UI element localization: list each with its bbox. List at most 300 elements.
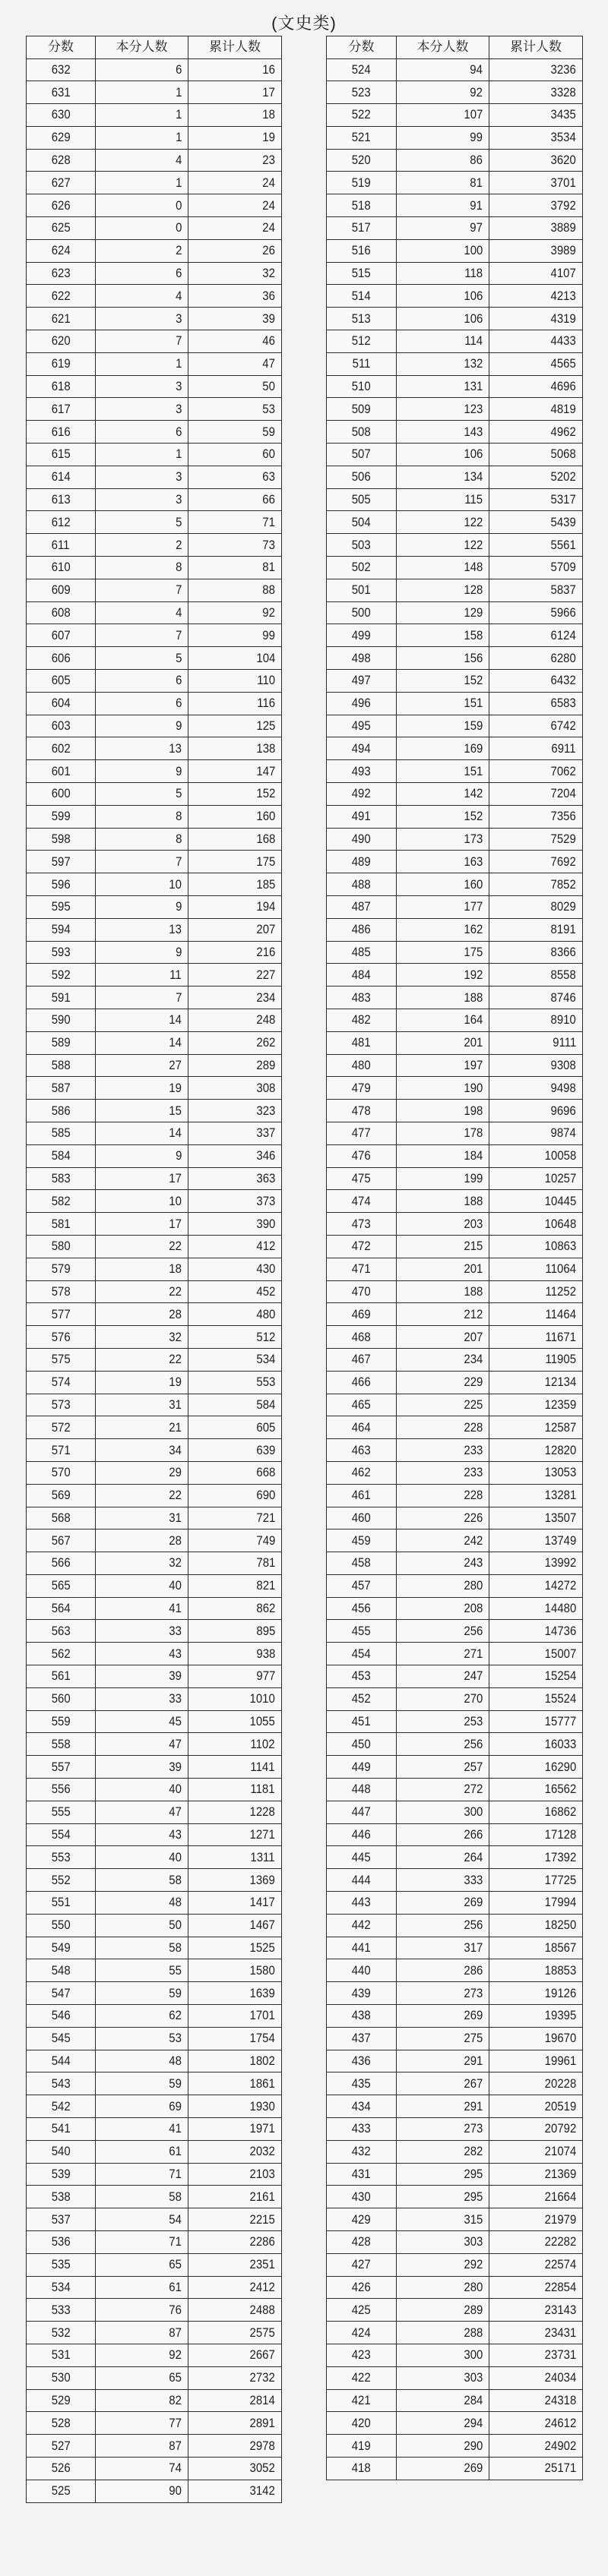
score-cell-value: 437 xyxy=(352,2031,371,2046)
score-cell-value: 543 xyxy=(51,2076,71,2091)
table-row xyxy=(327,1846,583,1869)
count-cell-value: 4 xyxy=(175,153,182,168)
table-row xyxy=(327,2050,583,2072)
count-cell-value: 118 xyxy=(464,266,483,281)
score-cell-value: 594 xyxy=(51,922,71,937)
cumulative-cell xyxy=(188,2050,282,2072)
cumulative-cell xyxy=(489,918,583,941)
score-cell xyxy=(327,941,397,964)
cumulative-cell xyxy=(188,828,282,851)
score-cell-value: 440 xyxy=(352,1962,371,1978)
score-cell-value: 571 xyxy=(51,1442,71,1457)
cumulative-cell-value: 19670 xyxy=(544,2031,576,2046)
cumulative-cell-value: 36 xyxy=(262,288,275,303)
score-cell xyxy=(327,1620,397,1643)
score-cell-value: 626 xyxy=(51,197,71,213)
count-cell xyxy=(96,1687,188,1710)
score-cell-value: 561 xyxy=(51,1668,71,1684)
score-cell-value: 613 xyxy=(51,492,71,507)
cumulative-cell-value: 19126 xyxy=(544,1985,576,2000)
count-cell-value: 5 xyxy=(175,786,182,801)
cumulative-cell xyxy=(489,2163,583,2186)
table-row xyxy=(327,1892,583,1915)
cumulative-cell-value: 2488 xyxy=(249,2302,275,2317)
cumulative-cell xyxy=(188,352,282,375)
cumulative-cell xyxy=(188,466,282,488)
cumulative-cell-value: 5317 xyxy=(550,492,576,507)
count-cell-value: 288 xyxy=(464,2325,483,2340)
cumulative-cell-value: 2667 xyxy=(249,2347,275,2363)
count-cell xyxy=(96,1643,188,1665)
table-row xyxy=(27,239,282,262)
score-cell xyxy=(27,285,96,308)
count-cell-value: 225 xyxy=(464,1397,483,1412)
count-cell-value: 39 xyxy=(169,1759,182,1774)
score-cell xyxy=(27,1756,96,1779)
cumulative-cell xyxy=(489,670,583,693)
cumulative-cell xyxy=(188,262,282,285)
cumulative-cell xyxy=(188,1982,282,2005)
cumulative-cell-value: 1971 xyxy=(249,2121,275,2136)
count-cell-value: 184 xyxy=(464,1148,483,1163)
count-cell xyxy=(397,805,489,828)
score-cell-value: 538 xyxy=(51,2189,71,2204)
cumulative-cell-value: 66 xyxy=(262,492,275,507)
cumulative-cell-value: 1861 xyxy=(249,2076,275,2091)
score-cell-value: 607 xyxy=(51,627,71,642)
cumulative-cell xyxy=(188,557,282,579)
score-cell-value: 503 xyxy=(352,537,371,552)
table-row xyxy=(327,2366,583,2389)
count-cell-value: 292 xyxy=(464,2257,483,2272)
cumulative-cell-value: 11252 xyxy=(545,1283,576,1299)
count-cell xyxy=(96,1846,188,1869)
score-cell-value: 615 xyxy=(51,447,71,462)
cumulative-cell xyxy=(489,2095,583,2118)
cumulative-cell xyxy=(188,58,282,81)
score-cell xyxy=(27,1258,96,1280)
count-cell-value: 129 xyxy=(464,605,483,620)
cumulative-cell-value: 16862 xyxy=(544,1804,576,1820)
count-cell-value: 128 xyxy=(464,582,483,598)
table-row xyxy=(27,1937,282,1959)
table-row xyxy=(27,1416,282,1439)
count-cell-value: 40 xyxy=(169,1849,182,1864)
score-cell xyxy=(27,2231,96,2254)
cumulative-cell-value: 308 xyxy=(256,1080,275,1095)
score-cell-value: 504 xyxy=(352,514,371,529)
cumulative-cell xyxy=(188,873,282,896)
count-cell-value: 122 xyxy=(464,514,483,529)
cumulative-cell xyxy=(489,1100,583,1122)
score-cell-value: 529 xyxy=(51,2392,71,2407)
table-row xyxy=(27,2299,282,2322)
table-row xyxy=(327,851,583,873)
count-cell xyxy=(96,2231,188,2254)
score-cell xyxy=(327,2095,397,2118)
table-row xyxy=(327,126,583,149)
cumulative-cell-value: 2575 xyxy=(249,2325,275,2340)
count-cell xyxy=(397,2322,489,2344)
score-cell-value: 528 xyxy=(51,2415,71,2430)
count-cell xyxy=(397,1801,489,1823)
score-cell-value: 526 xyxy=(51,2461,71,2476)
count-cell xyxy=(397,1552,489,1575)
score-cell-value: 619 xyxy=(51,356,71,371)
count-cell xyxy=(397,308,489,330)
cumulative-cell-value: 17128 xyxy=(544,1827,576,1842)
score-cell xyxy=(327,692,397,715)
score-cell-value: 435 xyxy=(352,2076,371,2091)
table-row xyxy=(327,1507,583,1530)
cumulative-cell-value: 8558 xyxy=(550,967,576,982)
count-cell xyxy=(96,2435,188,2458)
cumulative-cell-value: 14480 xyxy=(544,1601,576,1616)
score-cell xyxy=(27,647,96,670)
count-cell xyxy=(96,239,188,262)
cumulative-cell-value: 1102 xyxy=(250,1736,275,1751)
table-row xyxy=(327,1167,583,1190)
table-row xyxy=(327,1959,583,1982)
score-cell-value: 618 xyxy=(51,379,71,394)
table-row xyxy=(27,1665,282,1688)
score-cell xyxy=(327,670,397,693)
score-cell-value: 525 xyxy=(51,2483,71,2499)
count-cell xyxy=(96,2412,188,2435)
score-cell xyxy=(27,987,96,1009)
count-cell-value: 22 xyxy=(169,1488,182,1503)
count-cell-value: 2 xyxy=(175,243,182,258)
cumulative-cell xyxy=(489,1620,583,1643)
score-cell xyxy=(327,1439,397,1462)
table-row xyxy=(327,1756,583,1779)
score-cell-value: 536 xyxy=(51,2234,71,2249)
count-cell-value: 8 xyxy=(175,809,182,824)
score-cell-value: 461 xyxy=(352,1488,371,1503)
count-cell-value: 87 xyxy=(169,2438,182,2453)
cumulative-cell xyxy=(188,421,282,444)
count-cell xyxy=(397,1937,489,1959)
table-row xyxy=(327,104,583,127)
cumulative-cell-value: 721 xyxy=(256,1510,275,1525)
count-cell-value: 122 xyxy=(464,537,483,552)
cumulative-cell-value: 262 xyxy=(256,1035,275,1050)
score-cell-value: 591 xyxy=(51,990,71,1005)
count-cell xyxy=(96,1031,188,1054)
count-cell xyxy=(96,805,188,828)
count-cell-value: 40 xyxy=(169,1782,182,1797)
count-cell xyxy=(96,1507,188,1530)
count-cell xyxy=(96,2480,188,2502)
count-cell-value: 333 xyxy=(464,1872,483,1887)
score-cell xyxy=(27,1031,96,1054)
count-cell xyxy=(96,873,188,896)
count-cell xyxy=(397,1733,489,1756)
count-cell xyxy=(397,2140,489,2163)
count-cell-value: 134 xyxy=(464,469,483,485)
cumulative-cell xyxy=(188,2412,282,2435)
table-row xyxy=(27,1371,282,1394)
count-cell xyxy=(96,1235,188,1258)
cumulative-cell-value: 3792 xyxy=(550,197,576,213)
score-cell xyxy=(27,1643,96,1665)
cumulative-cell xyxy=(188,1461,282,1484)
score-cell-value: 469 xyxy=(352,1306,371,1321)
table-row xyxy=(327,1348,583,1371)
score-cell xyxy=(27,692,96,715)
score-cell xyxy=(27,421,96,444)
score-cell-value: 523 xyxy=(352,84,371,99)
table-row xyxy=(327,2276,583,2299)
score-cell-value: 476 xyxy=(352,1148,371,1163)
cumulative-cell-value: 5202 xyxy=(550,469,576,485)
count-cell-value: 41 xyxy=(169,2121,182,2136)
score-cell xyxy=(27,217,96,240)
count-cell xyxy=(96,2366,188,2389)
cumulative-cell-value: 4565 xyxy=(550,356,576,371)
cumulative-cell-value: 2103 xyxy=(249,2167,275,2181)
table-row xyxy=(327,624,583,647)
count-cell-value: 59 xyxy=(169,2076,182,2091)
score-cell-value: 521 xyxy=(352,130,371,145)
score-cell-value: 600 xyxy=(51,786,71,801)
score-cell xyxy=(27,918,96,941)
table-row xyxy=(27,624,282,647)
cumulative-cell-value: 12587 xyxy=(544,1419,576,1435)
table-row xyxy=(327,1643,583,1665)
score-cell-value: 549 xyxy=(51,1940,71,1956)
count-cell-value: 92 xyxy=(169,2347,182,2363)
count-cell-value: 14 xyxy=(169,1012,182,1028)
score-cell xyxy=(27,579,96,601)
table-row xyxy=(327,828,583,851)
cumulative-cell xyxy=(188,1710,282,1733)
table-row xyxy=(27,601,282,624)
table-row xyxy=(27,2366,282,2389)
score-cell-value: 556 xyxy=(51,1782,71,1797)
cumulative-cell-value: 16290 xyxy=(544,1759,576,1774)
score-cell xyxy=(327,352,397,375)
score-cell-value: 429 xyxy=(352,2211,371,2227)
cumulative-cell xyxy=(188,1846,282,1869)
cumulative-cell-value: 22574 xyxy=(544,2257,576,2272)
count-cell xyxy=(397,1258,489,1280)
score-cell xyxy=(27,715,96,737)
cumulative-cell xyxy=(489,534,583,557)
count-cell-value: 90 xyxy=(169,2483,182,2499)
score-cell xyxy=(327,1122,397,1144)
table-row xyxy=(327,941,583,964)
score-cell xyxy=(27,941,96,964)
score-cell-value: 480 xyxy=(352,1057,371,1072)
cumulative-cell-value: 2032 xyxy=(249,2144,275,2159)
count-cell-value: 48 xyxy=(169,1895,182,1910)
count-cell xyxy=(96,1597,188,1620)
cumulative-cell xyxy=(489,737,583,760)
cumulative-cell-value: 9111 xyxy=(552,1035,576,1050)
score-cell-value: 473 xyxy=(352,1216,371,1231)
score-cell xyxy=(327,1507,397,1530)
count-cell-value: 7 xyxy=(175,582,182,598)
score-cell-value: 601 xyxy=(51,763,71,778)
cumulative-cell-value: 553 xyxy=(256,1375,275,1390)
cumulative-cell-value: 10863 xyxy=(544,1239,576,1254)
table-row xyxy=(27,466,282,488)
score-cell-value: 426 xyxy=(352,2279,371,2294)
count-cell xyxy=(96,534,188,557)
score-cell xyxy=(27,1100,96,1122)
count-cell xyxy=(397,262,489,285)
cumulative-cell xyxy=(489,1009,583,1031)
table-row xyxy=(27,805,282,828)
table-row xyxy=(27,2095,282,2118)
score-cell-value: 587 xyxy=(51,1080,71,1095)
count-cell xyxy=(96,1552,188,1575)
cumulative-cell-value: 1181 xyxy=(250,1782,275,1797)
score-table-left xyxy=(26,36,282,2503)
cumulative-cell xyxy=(489,172,583,194)
table-row xyxy=(27,1801,282,1823)
count-cell-value: 280 xyxy=(464,2279,483,2294)
cumulative-cell xyxy=(489,2140,583,2163)
score-cell-value: 629 xyxy=(51,130,71,145)
table-row xyxy=(327,1213,583,1236)
score-cell-value: 564 xyxy=(51,1601,71,1616)
cumulative-cell xyxy=(489,330,583,353)
cumulative-cell xyxy=(188,647,282,670)
score-cell xyxy=(327,783,397,806)
score-cell-value: 592 xyxy=(51,967,71,982)
score-cell xyxy=(27,2072,96,2095)
count-cell xyxy=(397,624,489,647)
count-cell xyxy=(397,2457,489,2480)
table-row xyxy=(327,2140,583,2163)
cumulative-cell-value: 6742 xyxy=(550,718,576,733)
score-cell xyxy=(327,1235,397,1258)
score-cell-value: 465 xyxy=(352,1397,371,1412)
count-cell-value: 295 xyxy=(464,2189,483,2204)
table-row xyxy=(27,1643,282,1665)
score-cell-value: 472 xyxy=(352,1239,371,1254)
cumulative-cell xyxy=(489,1643,583,1665)
cumulative-cell xyxy=(188,1552,282,1575)
score-cell-value: 609 xyxy=(51,582,71,598)
cumulative-cell-value: 21979 xyxy=(544,2211,576,2227)
count-cell xyxy=(96,1484,188,1507)
cumulative-cell-value: 7356 xyxy=(550,809,576,824)
column-header-cumulative: 累计人数 xyxy=(489,36,583,59)
score-cell xyxy=(27,375,96,398)
count-cell-value: 7 xyxy=(175,854,182,869)
cumulative-cell xyxy=(489,1574,583,1597)
count-cell-value: 289 xyxy=(464,2302,483,2317)
score-cell xyxy=(27,2186,96,2208)
score-cell-value: 483 xyxy=(352,990,371,1005)
count-cell xyxy=(397,217,489,240)
score-cell-value: 630 xyxy=(51,107,71,122)
table-row xyxy=(327,1439,583,1462)
count-cell-value: 100 xyxy=(464,243,483,258)
score-cell xyxy=(327,1687,397,1710)
count-cell-value: 317 xyxy=(464,1940,483,1956)
table-row xyxy=(327,692,583,715)
count-cell-value: 7 xyxy=(175,333,182,349)
count-cell-value: 286 xyxy=(464,1962,483,1978)
count-cell xyxy=(96,964,188,987)
table-row xyxy=(327,1235,583,1258)
count-cell xyxy=(96,2005,188,2028)
table-row xyxy=(27,647,282,670)
count-cell-value: 188 xyxy=(464,990,483,1005)
cumulative-cell-value: 15007 xyxy=(544,1646,576,1661)
cumulative-cell-value: 10648 xyxy=(544,1216,576,1231)
cumulative-cell-value: 1010 xyxy=(249,1691,275,1706)
count-cell-value: 17 xyxy=(169,1216,182,1231)
cumulative-cell xyxy=(489,466,583,488)
cumulative-cell-value: 10257 xyxy=(544,1170,576,1185)
count-cell-value: 234 xyxy=(464,1352,483,1367)
score-cell-value: 603 xyxy=(51,718,71,733)
count-cell xyxy=(397,1235,489,1258)
score-cell xyxy=(27,1779,96,1801)
table-row xyxy=(27,557,282,579)
count-cell xyxy=(96,987,188,1009)
cumulative-cell-value: 8029 xyxy=(550,899,576,914)
count-cell xyxy=(96,126,188,149)
cumulative-cell-value: 9874 xyxy=(550,1125,576,1141)
count-cell xyxy=(397,987,489,1009)
count-cell-value: 257 xyxy=(464,1759,483,1774)
count-cell xyxy=(96,1077,188,1100)
cumulative-cell-value: 8366 xyxy=(550,944,576,959)
count-cell-value: 190 xyxy=(464,1080,483,1095)
score-cell-value: 535 xyxy=(51,2257,71,2272)
score-cell-value: 420 xyxy=(352,2415,371,2430)
score-cell-value: 486 xyxy=(352,922,371,937)
cumulative-cell xyxy=(188,1371,282,1394)
cumulative-cell-value: 18567 xyxy=(544,1940,576,1956)
cumulative-cell-value: 18853 xyxy=(544,1962,576,1978)
count-cell xyxy=(397,172,489,194)
count-cell-value: 45 xyxy=(169,1714,182,1729)
count-cell-value: 3 xyxy=(175,469,182,485)
count-cell-value: 14 xyxy=(169,1125,182,1141)
score-cell-value: 545 xyxy=(51,2031,71,2046)
table-row xyxy=(27,1054,282,1077)
cumulative-cell-value: 152 xyxy=(256,786,275,801)
table-row xyxy=(327,1009,583,1031)
cumulative-cell-value: 2286 xyxy=(249,2234,275,2249)
table-row xyxy=(27,352,282,375)
cumulative-cell-value: 12134 xyxy=(544,1375,576,1390)
table-row xyxy=(327,2027,583,2050)
cumulative-cell-value: 10445 xyxy=(544,1193,576,1208)
score-cell xyxy=(27,2389,96,2412)
table-row xyxy=(27,2253,282,2276)
count-cell xyxy=(96,262,188,285)
score-cell-value: 442 xyxy=(352,1918,371,1933)
score-cell-value: 427 xyxy=(352,2257,371,2272)
score-cell xyxy=(27,1507,96,1530)
cumulative-cell xyxy=(188,1258,282,1280)
cumulative-cell-value: 1467 xyxy=(249,1918,275,1933)
count-cell-value: 13 xyxy=(169,922,182,937)
count-cell-value: 264 xyxy=(464,1849,483,1864)
table-row xyxy=(327,1416,583,1439)
table-row xyxy=(27,1687,282,1710)
cumulative-cell xyxy=(489,1348,583,1371)
count-cell xyxy=(96,1914,188,1937)
